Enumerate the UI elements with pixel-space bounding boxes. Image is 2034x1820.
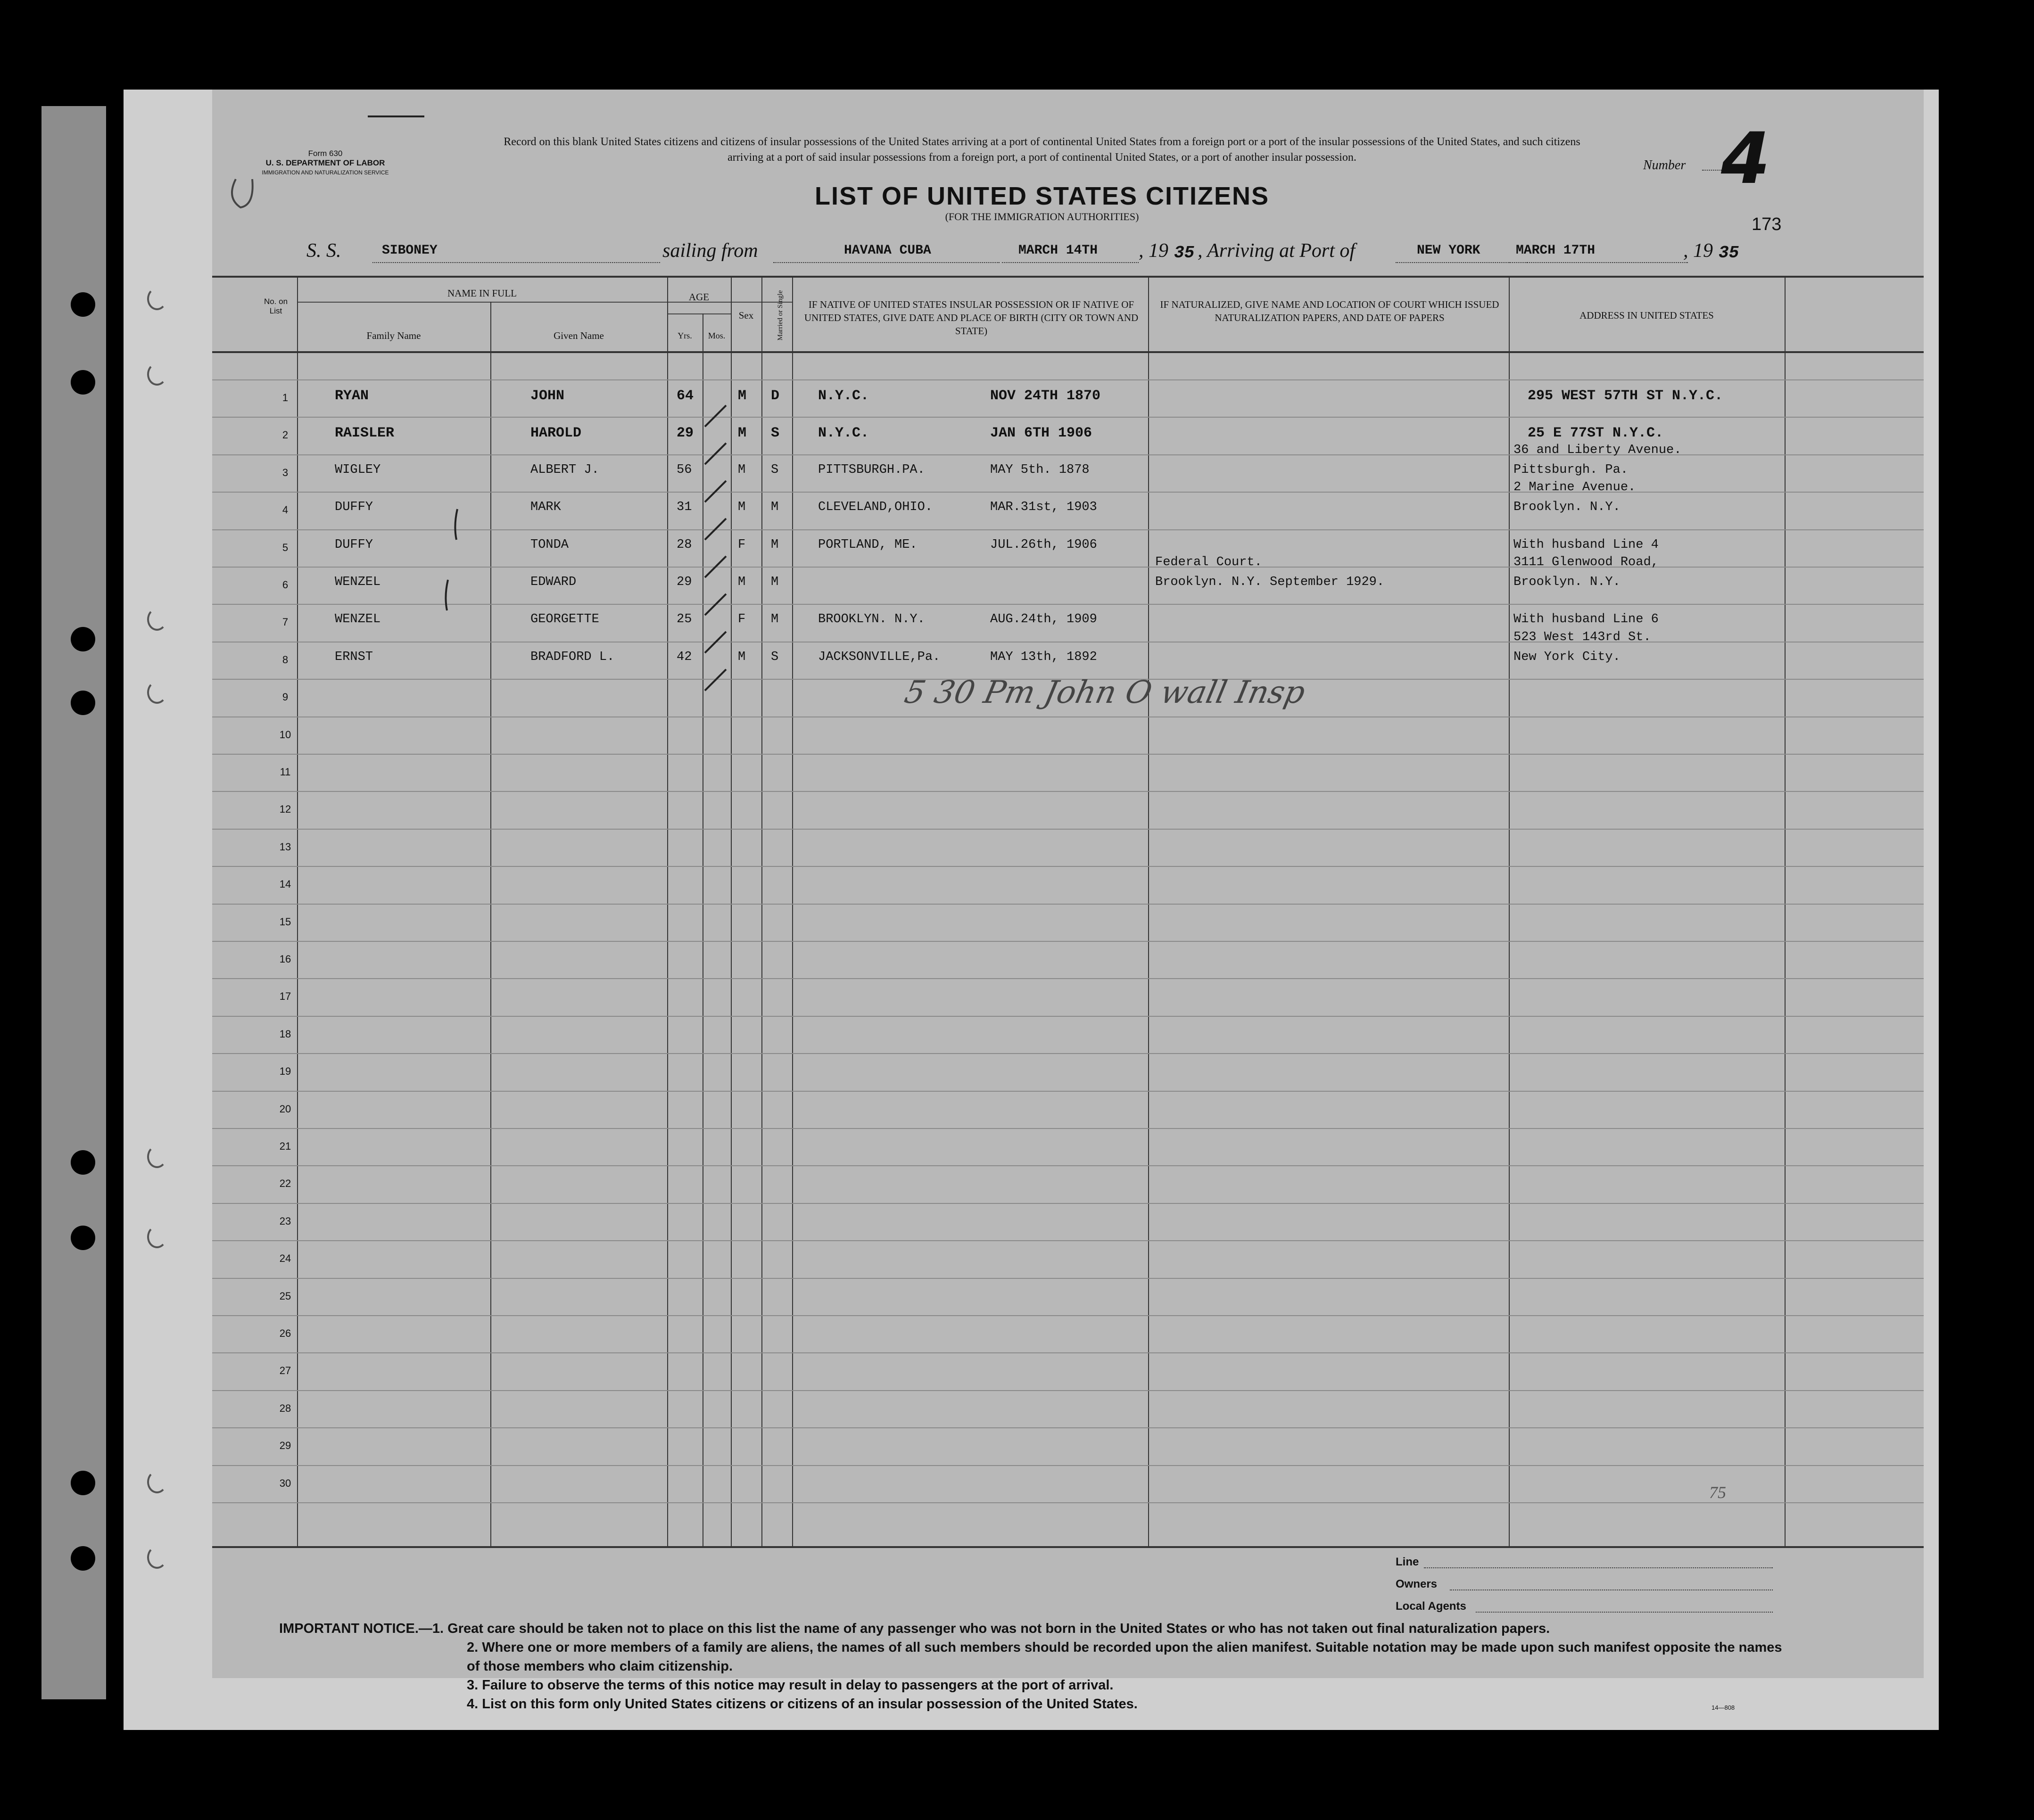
birth-date-cell: AUG.24th, 1909 [990,612,1097,626]
row-number: 12 [279,803,291,815]
col-sex: Sex [738,310,754,321]
col-yrs: Yrs. [678,331,692,340]
row-number: 27 [279,1365,291,1376]
address-cell: With husband Line 6 [1513,612,1659,626]
sex-cell: M [738,650,746,664]
naturalization-date-cell: Brooklyn. N.Y. September 1929. [1155,575,1385,589]
row-number: 21 [279,1140,291,1152]
row-number: 23 [279,1215,291,1227]
signature-lines [1396,1551,1466,1617]
address-cell: 36 and Liberty Avenue. [1513,443,1682,457]
row-number: 6 [282,579,289,591]
family-name-cell: WIGLEY [335,463,381,477]
row-number: 5 [282,542,289,553]
col-naturalized: IF NATURALIZED, GIVE NAME AND LOCATION OF COURT WHICH ISSUED NATURALIZATION PAPERS, AND DATE OF PAPERS [1160,299,1499,323]
header-note: Record on this blank United States citizens and citizens of insular possessions of the United States arriving at a port of continental United States from a foreign port or a port of the insular possessions of the United States, and such citizens arriving at a port of said insular possessions from a foreign port, a port of continental United States, or a port of another insular possession. [504,136,1580,164]
number-label: Number [1643,158,1686,173]
age-years-cell: 31 [677,500,692,514]
birth-date-cell: NOV 24TH 1870 [990,388,1101,404]
local-agents-label: Local Agents [1396,1600,1466,1613]
tick-mark [705,669,726,691]
tick-mark [705,632,726,653]
family-name-cell: RYAN [335,388,369,404]
birth-date-cell: JUL.26th, 1906 [990,538,1097,552]
arrival-year-prefix: , 19 [1683,240,1713,262]
address-line2-cell: New York City. [1513,650,1621,664]
row-number: 13 [279,841,291,853]
ss-label: S. S. [306,240,341,262]
col-no-on-list: No. on List [264,297,288,315]
row-number: 18 [279,1028,291,1040]
marital-status-cell: M [771,500,779,514]
owners-underline [1450,1589,1773,1590]
family-name-cell: RAISLER [335,425,395,441]
row-number: 19 [279,1065,291,1077]
address-line2-cell: Brooklyn. N.Y. [1513,575,1621,589]
birth-date-cell: MAR.31st, 1903 [990,500,1097,514]
row-number: 9 [282,691,289,703]
page-title: LIST OF UNITED STATES CITIZENS [815,182,1269,210]
given-name-cell: TONDA [530,538,569,552]
sex-cell: M [738,463,746,477]
arrival-year: 35 [1719,243,1739,263]
form-number: Form 630 [308,149,343,158]
sail-year-prefix: , 19 [1139,240,1168,262]
given-name-cell: EDWARD [530,575,577,589]
sail-year: 35 [1174,243,1195,263]
row-number: 10 [279,729,291,741]
row-number: 15 [279,916,291,928]
notice-item-1: —1. Great care should be taken not to place on this list the name of any passenger who was not born in the United States or who has not taken out final naturalization papers. [418,1621,1550,1636]
owners-label: Owners [1396,1578,1438,1590]
page-subtitle: (FOR THE IMMIGRATION AUTHORITIES) [945,211,1139,222]
given-name-cell: HAROLD [530,425,582,441]
marital-status-cell: D [771,388,780,404]
age-years-cell: 56 [677,463,692,477]
row-number: 28 [279,1402,291,1414]
row-number: 20 [279,1103,291,1115]
birth-place-cell: CLEVELAND,OHIO. [818,500,933,514]
sex-cell: M [738,575,746,589]
address-cell: 523 West 143rd St. [1513,630,1651,644]
notice-item-2: 2. Where one or more members of a family are aliens, the names of all such members should be recorded upon the alien manifest. Suitable notation may be made upon such manifest opposite the names of those members who claim citizenship. [467,1640,1782,1674]
tick-mark [705,594,726,615]
row-number: 1 [282,392,289,404]
family-name-cell: WENZEL [335,612,381,626]
notice-item-4: 4. List on this form only United States citizens or citizens of an insular possession of the United States. [467,1696,1138,1712]
given-name-cell: MARK [530,500,561,514]
given-name-cell: BRADFORD L. [530,650,615,664]
family-name-cell: ERNST [335,650,373,664]
bracket-mark [455,509,457,540]
tick-mark [705,519,726,540]
from-port: HAVANA CUBA [844,243,931,258]
age-years-cell: 42 [677,650,692,664]
given-name-cell: ALBERT J. [530,463,599,477]
col-mos: Mos. [708,331,726,340]
col-given-name: Given Name [554,330,604,341]
corner-mark: 75 [1709,1483,1726,1502]
address-line2-cell: Brooklyn. N.Y. [1513,500,1621,514]
address-cell: 2 Marine Avenue. [1513,480,1636,494]
sex-cell: F [738,612,746,626]
marital-status-cell: S [771,425,780,441]
birth-place-cell: JACKSONVILLE,Pa. [818,650,941,664]
row-number: 8 [282,654,289,666]
row-number: 24 [279,1252,291,1264]
inspector-note: 5 30 Pm John O wall Insp [901,674,1309,710]
col-married-or-single: Married or Single [777,290,784,341]
row-number: 2 [282,429,289,441]
row-number: 16 [279,953,291,965]
notice-heading: IMPORTANT NOTICE. [279,1621,419,1636]
bracket-mark [446,580,448,610]
tick-mark [705,443,726,464]
address-cell: 295 WEST 57TH ST N.Y.C. [1528,388,1723,404]
birth-date-cell: MAY 5th. 1878 [990,463,1090,477]
row-number: 7 [282,616,289,628]
page-stamp: 173 [1752,214,1782,234]
col-age: AGE [688,291,710,303]
marital-status-cell: M [771,575,779,589]
number-value: 4 [1721,118,1770,200]
col-name-in-full: NAME IN FULL [447,288,517,299]
birth-date-cell: JAN 6TH 1906 [990,425,1092,441]
age-years-cell: 29 [677,425,694,441]
birth-place-cell: BROOKLYN. N.Y. [818,612,925,626]
row-number: 14 [279,878,291,890]
row-number: 25 [279,1290,291,1302]
corner-check-mark [232,179,253,207]
age-years-cell: 28 [677,538,692,552]
given-name-cell: GEORGETTE [530,612,599,626]
col-address: ADDRESS IN UNITED STATES [1579,310,1714,321]
sex-cell: M [738,388,747,404]
sail-date: MARCH 14TH [1018,243,1098,258]
ship-name: SIBONEY [382,243,438,258]
row-number: 22 [279,1178,291,1189]
age-years-cell: 25 [677,612,692,626]
sex-cell: F [738,538,746,552]
address-line2-cell: Pittsburgh. Pa. [1513,463,1629,477]
birth-place-cell: N.Y.C. [818,388,869,404]
tick-mark [705,556,726,577]
age-years-cell: 29 [677,575,692,589]
marital-status-cell: S [771,650,779,664]
line-label: Line [1396,1556,1419,1568]
marital-status-cell: M [771,538,779,552]
birth-place-cell: PORTLAND, ME. [818,538,918,552]
col-birth: IF NATIVE OF UNITED STATES INSULAR POSSESSION OR IF NATIVE OF UNITED STATES, GIVE DATE AND PLACE OF BIRTH (CITY OR TOWN AND STATE) [804,299,1139,337]
family-name-cell: WENZEL [335,575,381,589]
sex-cell: M [738,500,746,514]
footer-code: 14—808 [1712,1704,1735,1711]
arriving-label: , Arriving at Port of [1198,240,1356,262]
local-agents-underline [1476,1612,1773,1613]
marital-status-cell: S [771,463,779,477]
tick-mark [705,405,726,427]
address-cell: 25 E 77ST N.Y.C. [1528,425,1664,441]
marital-status-cell: M [771,612,779,626]
given-name-cell: JOHN [530,388,565,404]
age-years-cell: 64 [677,388,694,404]
form-service: IMMIGRATION AND NATURALIZATION SERVICE [262,169,389,176]
notice-item-3: 3. Failure to observe the terms of this notice may result in delay to passengers at the port of arrival. [467,1678,1114,1693]
family-name-cell: DUFFY [335,538,373,552]
row-number: 3 [282,467,289,478]
row-number: 17 [279,990,291,1002]
row-number: 30 [279,1477,291,1489]
arrival-date: MARCH 17TH [1516,243,1596,258]
tick-mark [705,481,726,502]
sex-cell: M [738,425,747,441]
form-department: U. S. DEPARTMENT OF LABOR [265,158,385,167]
naturalization-court-cell: Federal Court. [1155,555,1262,569]
row-number: 4 [282,504,289,516]
sailing-label: sailing from [662,240,758,262]
family-name-cell: DUFFY [335,500,373,514]
row-number: 11 [280,766,291,778]
row-number: 26 [279,1327,291,1339]
address-cell: 3111 Glenwood Road, [1513,555,1659,569]
important-notice [279,1619,1788,1713]
birth-place-cell: PITTSBURGH.PA. [818,463,925,477]
birth-date-cell: MAY 13th, 1892 [990,650,1097,664]
col-family-name: Family Name [366,330,421,341]
row-number: 29 [279,1440,291,1451]
line-underline [1424,1567,1773,1568]
birth-place-cell: N.Y.C. [818,425,869,441]
arrival-port: NEW YORK [1417,243,1480,258]
address-cell: With husband Line 4 [1513,538,1659,552]
